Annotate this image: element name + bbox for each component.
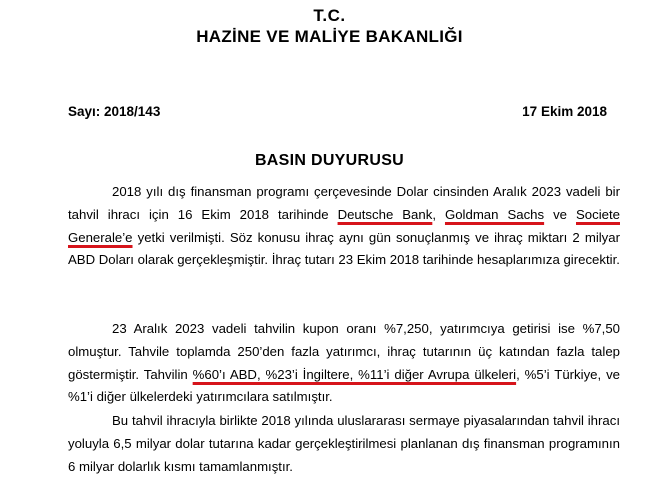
highlight-investor-distribution: %60’ı ABD, %23’i İngiltere, %11’i diğer Avrupa ülkeleri <box>192 366 517 382</box>
text-run: 2018 yılı dış finansman programı çerçevesinde Dolar cinsinden Aralık 2023 vadeli bir tahvil ihracı için 16 Ekim 2018 tarihinde <box>68 184 620 222</box>
text-run: 23 Aralık 2023 vadeli tahvilin kupon oranı %7,250, yatırımcıya getirisi ise %7,50 olmuştur. Tahvile toplamda 250’den fazla yatırımcı, ihraç tutarının üç katından fazla talep göstermiştir. Tahvilin <box>68 321 620 382</box>
highlight-societe-generale: Societe Generale’e <box>68 206 620 245</box>
document-number: Sayı: 2018/143 <box>68 104 161 119</box>
text-run: Bu tahvil ihracıyla birlikte 2018 yılında uluslararası sermaye piyasalarından tahvil ihracı yoluyla 6,5 milyar dolar tutarına kadar gerçekleştirilmesi planlanan dış finansman programının 6 milyar dolarlık kısmı tamamlanmıştır. <box>68 413 620 474</box>
paragraph-2 <box>68 318 620 409</box>
text-run: , <box>432 206 445 222</box>
institution-prefix: T.C. <box>313 6 346 25</box>
paragraph-1 <box>68 181 620 272</box>
highlight-goldman-sachs: Goldman Sachs <box>444 206 545 222</box>
document-date: 17 Ekim 2018 <box>522 104 607 119</box>
text-run: , %5’i Türkiye, ve %1’i diğer ülkelerdeki yatırımcılara satılmıştır. <box>68 366 620 405</box>
text-run: yetki verilmişti. Söz konusu ihraç aynı gün sonuçlanmış ve ihraç miktarı 2 milyar ABD Doları olarak gerçekleşmiştir. İhraç tutarı 23 Ekim 2018 tarihinde hesaplarımıza girecektir. <box>68 229 620 268</box>
highlight-deutsche-bank: Deutsche Bank <box>337 206 433 222</box>
paragraph-3 <box>68 410 620 478</box>
institution-name: HAZİNE VE MALİYE BAKANLIĞI <box>196 27 463 46</box>
page-title: BASIN DUYURUSU <box>254 152 405 169</box>
text-run: ve <box>544 206 576 222</box>
